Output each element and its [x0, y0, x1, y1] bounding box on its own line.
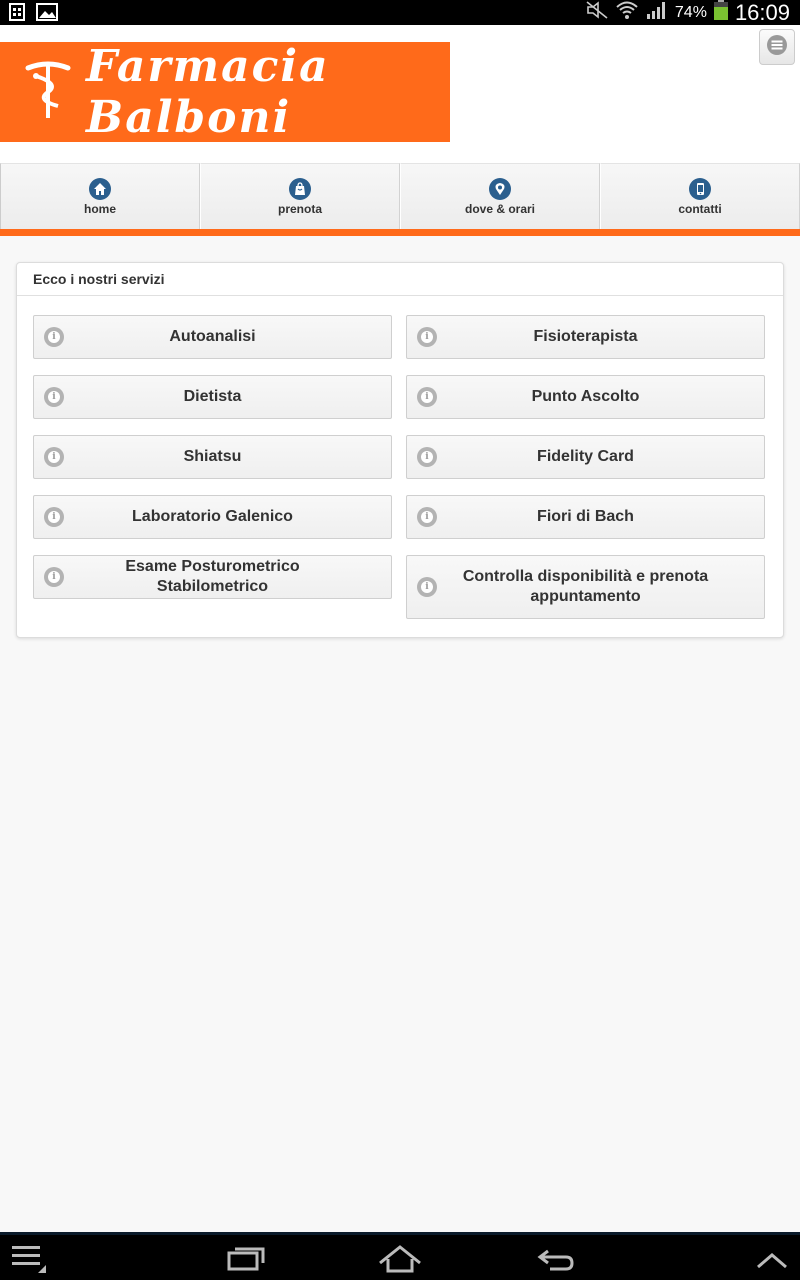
menu-icon[interactable] — [10, 1243, 48, 1280]
service-label: Esame Posturometrico Stabilometrico — [125, 558, 300, 595]
bag-icon — [289, 178, 311, 200]
info-icon: i — [44, 567, 64, 587]
recent-apps-icon[interactable] — [226, 1243, 266, 1280]
service-button-fiori-di-bach[interactable] — [406, 495, 765, 539]
header — [0, 25, 800, 163]
nav-label: contatti — [678, 201, 722, 216]
phone-icon — [689, 178, 711, 200]
caduceus-icon — [22, 58, 74, 127]
service-button-dietista[interactable] — [33, 375, 392, 419]
service-button-autoanalisi[interactable] — [33, 315, 392, 359]
info-icon: i — [417, 387, 437, 407]
info-icon: i — [44, 327, 64, 347]
logo-text: Farmacia Balboni — [86, 41, 330, 143]
service-label: Autoanalisi — [169, 328, 256, 345]
menu-button[interactable] — [759, 29, 795, 65]
service-label: Fisioterapista — [533, 328, 638, 345]
services-title: Ecco i nostri servizi — [17, 263, 783, 296]
info-icon: i — [44, 447, 64, 467]
service-button-prenota-appuntamento[interactable] — [406, 555, 765, 619]
nav-accent-bar — [0, 229, 800, 236]
calendar-notification-icon — [8, 2, 28, 27]
nav-label: dove & orari — [464, 201, 536, 216]
mute-icon — [585, 0, 609, 25]
location-pin-icon — [489, 178, 511, 200]
service-label: Fidelity Card — [537, 448, 634, 465]
service-button-shiatsu[interactable] — [33, 435, 392, 479]
service-label: Controlla disponibilità e prenota appuntamento — [462, 568, 709, 605]
nav-label: home — [83, 201, 116, 216]
service-button-punto-ascolto[interactable] — [406, 375, 765, 419]
service-button-fisioterapista[interactable] — [406, 315, 765, 359]
image-notification-icon — [36, 2, 58, 27]
status-bar — [0, 0, 800, 25]
info-icon: i — [44, 507, 64, 527]
main-nav — [0, 163, 800, 229]
battery-icon — [713, 0, 729, 26]
system-navigation-bar — [0, 1232, 800, 1280]
services-panel — [16, 262, 784, 638]
nav-item-dove-orari[interactable] — [400, 163, 600, 229]
info-icon: i — [417, 577, 437, 597]
service-label: Dietista — [183, 388, 242, 405]
back-icon[interactable] — [536, 1243, 576, 1280]
info-icon: i — [417, 507, 437, 527]
home-icon — [89, 178, 111, 200]
site-logo[interactable] — [0, 42, 450, 142]
service-label: Punto Ascolto — [531, 388, 640, 405]
battery-percent: 74% — [674, 3, 707, 21]
nav-item-home[interactable] — [0, 163, 200, 229]
service-label: Fiori di Bach — [537, 508, 634, 525]
home-button-icon[interactable] — [378, 1243, 422, 1280]
clock: 16:09 — [734, 0, 790, 25]
nav-item-contatti[interactable] — [600, 163, 800, 229]
info-icon: i — [417, 447, 437, 467]
wifi-icon — [615, 0, 639, 25]
info-icon: i — [44, 387, 64, 407]
chevron-up-icon[interactable] — [754, 1243, 790, 1280]
signal-icon — [645, 0, 669, 25]
nav-item-prenota[interactable] — [200, 163, 400, 229]
service-button-fidelity-card[interactable] — [406, 435, 765, 479]
service-button-esame-posturometrico[interactable] — [33, 555, 392, 599]
service-button-laboratorio-galenico[interactable] — [33, 495, 392, 539]
service-label: Laboratorio Galenico — [132, 508, 293, 525]
info-icon: i — [417, 327, 437, 347]
hamburger-menu-icon — [766, 34, 788, 61]
service-label: Shiatsu — [183, 448, 242, 465]
nav-label: prenota — [277, 201, 322, 216]
